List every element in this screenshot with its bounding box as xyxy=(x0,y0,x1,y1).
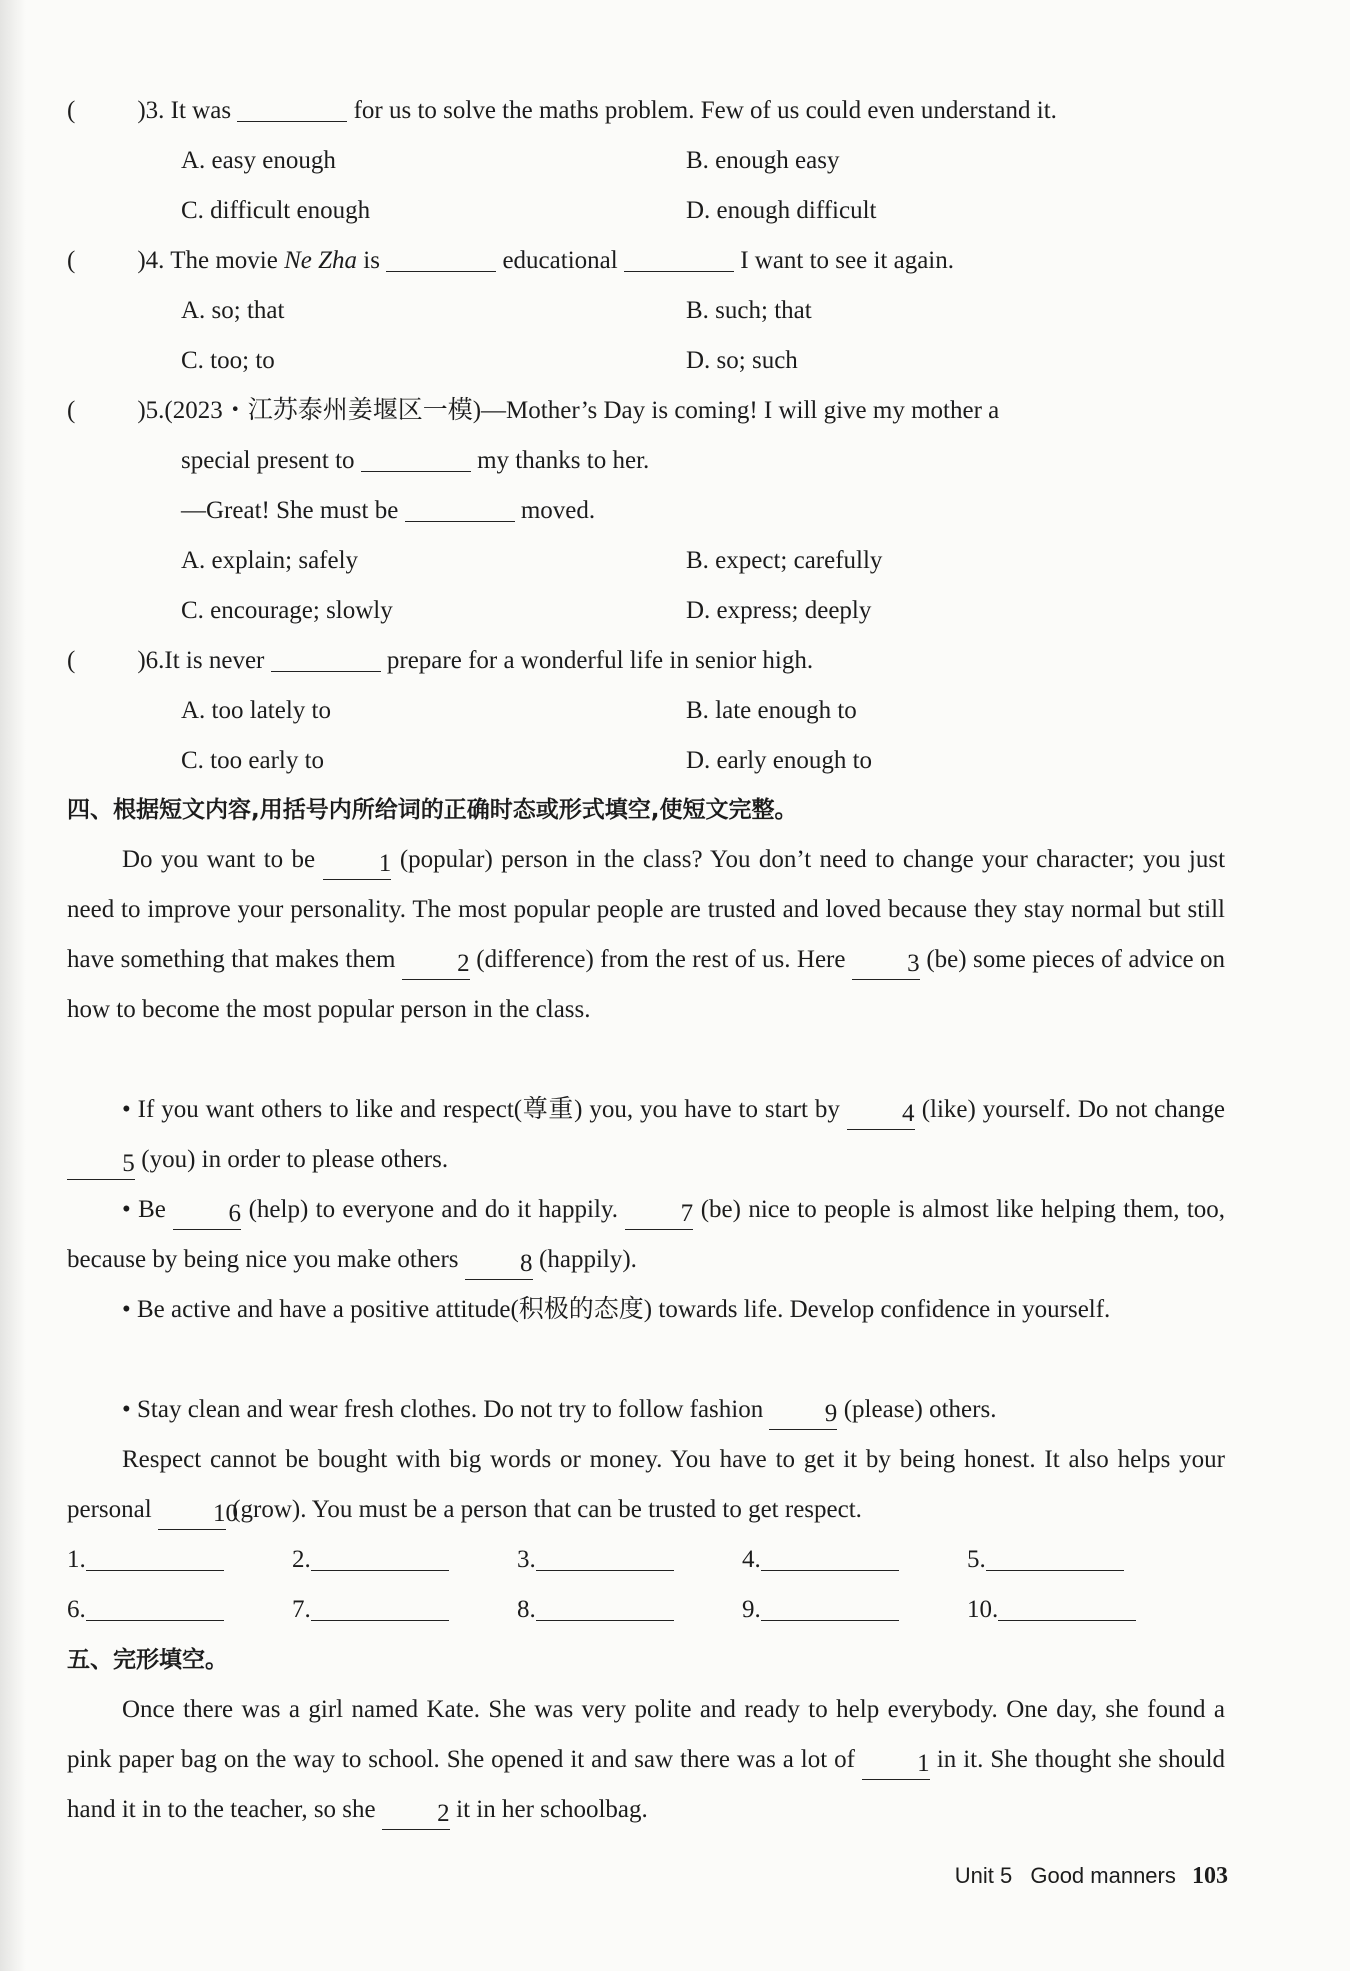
unit-label: Unit 5 xyxy=(954,1863,1013,1888)
option-d[interactable]: D. express; deeply xyxy=(686,597,872,624)
page-number: 103 xyxy=(1192,1863,1228,1889)
answer-10: 10. xyxy=(967,1585,1136,1635)
numbered-blank: 2 xyxy=(382,1799,450,1830)
answer-6: 6. xyxy=(67,1585,224,1635)
answer-line[interactable] xyxy=(761,1590,899,1621)
page-binding-shadow xyxy=(0,0,26,1971)
section-5-paragraph: Once there was a girl named Kate. She was very polite and ready to help everybody. One day, she found a pink paper bag on the way to school. She opened it and saw there was a lot of 1 in it. She thought she should hand it in to the teacher, so she 2 it in her schoolbag. xyxy=(67,1685,1225,1835)
unit-title: Good manners xyxy=(1030,1863,1176,1888)
section-4-paragraph-2: Respect cannot be bought with big words or money. You have to get it by being honest. It also helps your personal 10 (grow). You must be a person that can be trusted to get respect. xyxy=(67,1435,1225,1535)
numbered-blank: 1 xyxy=(323,849,391,880)
answer-line[interactable] xyxy=(998,1590,1136,1621)
numbered-blank: 10 xyxy=(158,1499,226,1530)
answer-blank[interactable] xyxy=(237,91,347,122)
answer-3: 3. xyxy=(517,1535,674,1585)
question-3: ( )3. It was for us to solve the maths problem. Few of us could even understand it. xyxy=(67,86,1225,136)
answer-line[interactable] xyxy=(311,1540,449,1571)
option-c[interactable]: C. too early to xyxy=(181,747,325,774)
answer-blank[interactable] xyxy=(271,641,381,672)
answer-8: 8. xyxy=(517,1585,674,1635)
option-a[interactable]: A. explain; safely xyxy=(181,547,359,574)
answer-9: 9. xyxy=(742,1585,899,1635)
option-d[interactable]: D. early enough to xyxy=(686,747,873,774)
answer-blank[interactable] xyxy=(624,241,734,272)
option-a[interactable]: A. so; that xyxy=(181,297,285,324)
numbered-blank: 8 xyxy=(465,1249,533,1280)
numbered-blank: 5 xyxy=(67,1149,135,1180)
answer-line[interactable] xyxy=(536,1540,674,1571)
option-a[interactable]: A. easy enough xyxy=(181,147,336,174)
answer-line[interactable] xyxy=(86,1540,224,1571)
option-d[interactable]: D. enough difficult xyxy=(686,197,877,224)
numbered-blank: 3 xyxy=(852,949,920,980)
numbered-blank: 1 xyxy=(862,1749,930,1780)
answer-line[interactable] xyxy=(536,1590,674,1621)
answer-blank[interactable] xyxy=(405,491,515,522)
answer-blank[interactable] xyxy=(361,441,471,472)
answer-blank[interactable] xyxy=(386,241,496,272)
section-4-bullet-2: • Be 6 (help) to everyone and do it happily. 7 (be) nice to people is almost like helping them, too, because by being nice you make others 8 (happily). xyxy=(67,1185,1225,1285)
page-footer xyxy=(955,1856,1228,1896)
section-5-heading: 五、完形填空。 xyxy=(67,1647,228,1673)
answer-line[interactable] xyxy=(986,1540,1124,1571)
section-4-paragraph-1: Do you want to be 1 (popular) person in the class? You don’t need to change your character; you just need to improve your personality. The most popular people are trusted and loved because they stay normal but still have something that makes them 2 (difference) from the rest of us. Here 3 (be) some pieces of advice on how to become the most popular person in the class. xyxy=(67,846,1226,1023)
numbered-blank: 7 xyxy=(625,1199,693,1230)
option-b[interactable]: B. enough easy xyxy=(686,147,840,174)
question-6: ( )6.It is never prepare for a wonderful life in senior high. xyxy=(67,636,1225,686)
question-5-line-3: —Great! She must be moved. xyxy=(181,486,595,536)
numbered-blank: 6 xyxy=(173,1199,241,1230)
numbered-blank: 2 xyxy=(402,949,470,980)
numbered-blank: 9 xyxy=(769,1399,837,1430)
option-b[interactable]: B. late enough to xyxy=(686,697,857,724)
question-4: ( )4. The movie Ne Zha is educational I want to see it again. xyxy=(67,236,1225,286)
section-4-bullet-3: • Be active and have a positive attitude(积极的态度) towards life. Develop confidence in yourself. xyxy=(122,1296,1111,1323)
option-b[interactable]: B. expect; carefully xyxy=(686,547,883,574)
option-c[interactable]: C. difficult enough xyxy=(181,197,371,224)
answer-2: 2. xyxy=(292,1535,449,1585)
answer-line[interactable] xyxy=(86,1590,224,1621)
numbered-blank: 4 xyxy=(847,1099,915,1130)
option-c[interactable]: C. too; to xyxy=(181,347,275,374)
option-c[interactable]: C. encourage; slowly xyxy=(181,597,393,624)
answer-1: 1. xyxy=(67,1535,224,1585)
answer-line[interactable] xyxy=(761,1540,899,1571)
answer-7: 7. xyxy=(292,1585,449,1635)
option-a[interactable]: A. too lately to xyxy=(181,697,331,724)
answer-4: 4. xyxy=(742,1535,899,1585)
answer-line[interactable] xyxy=(311,1590,449,1621)
option-d[interactable]: D. so; such xyxy=(686,347,798,374)
section-4-bullet-4: • Stay clean and wear fresh clothes. Do not try to follow fashion 9 (please) others. xyxy=(67,1385,1225,1435)
answer-5: 5. xyxy=(967,1535,1124,1585)
section-4-heading: 四、根据短文内容,用括号内所给词的正确时态或形式填空,使短文完整。 xyxy=(67,797,798,823)
option-b[interactable]: B. such; that xyxy=(686,297,812,324)
section-4-bullet-1: • If you want others to like and respect(尊重) you, you have to start by 4 (like) yourself. Do not change 5 (you) in order to please others. xyxy=(67,1085,1225,1185)
movie-title: Ne Zha xyxy=(284,247,358,274)
question-5: ( )5.(2023・江苏泰州姜堰区一模)—Mother’s Day is coming! I will give my mother a xyxy=(67,397,1000,424)
question-5-line-2: special present to my thanks to her. xyxy=(181,436,649,486)
